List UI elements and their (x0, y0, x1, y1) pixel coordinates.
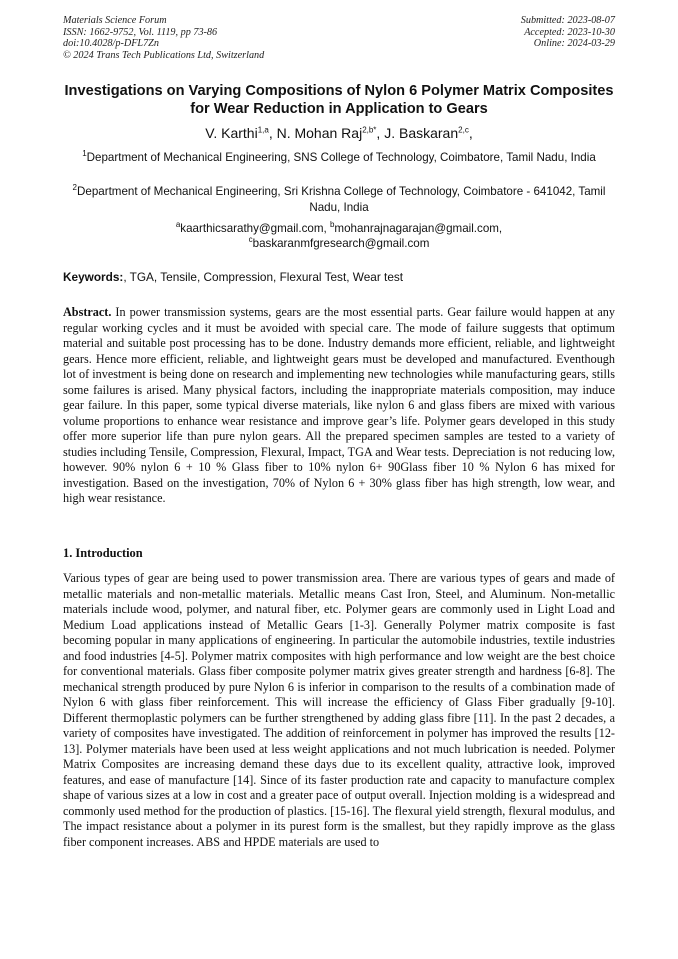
accepted-date: Accepted: 2023-10-30 (524, 26, 615, 38)
journal-issn: ISSN: 1662-9752, Vol. 1119, pp 73-86 (63, 26, 218, 38)
affiliation-text: Department of Mechanical Engineering, SNS College of Technology, Coimbatore, Tamil Nadu, India (86, 151, 596, 164)
journal-info (63, 15, 264, 61)
author-name: J. Baskaran (384, 125, 459, 141)
abstract (63, 305, 615, 507)
affiliation-1 (62, 150, 616, 166)
keywords (63, 270, 615, 285)
email-superscript: c (248, 235, 253, 245)
abstract-text: In power transmission systems, gears are the most essential parts. Gear failure would happen at any regular working cycles and it must be avoided with special care. The mode of failure suggests that optimum material and suitable post processing has to be done. Industry demands more efficient, reliable, and lightweight gears. Hence more efficient, reliable, and lightweight gears must be developed and manufactured. Eventhough lot of investment is being done on research and implementing new technologies while manufacturing gears, stills some failures is arised. Many physical factors, including the inappropriate materials composition, may induce gear failure. In this paper, some typical diverse materials, like nylon 6 and glass fibers are mixed with various volume proportions to enhance wear resistance and improve gear’s life. Polymer gears developed in this study offer more superior life than pure nylon gears. All the prepared specimen samples are tested to a variety of studies including Tensile, Compression, Flexural, Impact, TGA and Wear tests. Depreciation is not reducing low, however. 90% nylon 6 + 10 % Glass fiber to 10% nylon 6+ 90Glass fiber 10 % Nylon 6 has mixed for investigation. Based on the investigation, 70% of Nylon 6 + 30% glass fiber has high strength, low wear, and high wear resistance. (63, 305, 615, 505)
section-heading: 1. Introduction (63, 546, 143, 560)
affiliation-superscript: 2 (72, 183, 77, 193)
email-superscript: a (175, 220, 181, 230)
paper-title: Investigations on Varying Compositions of Nylon 6 Polymer Matrix Composites for Wear Reduction in Application to Gears (64, 83, 614, 117)
email-link[interactable]: kaarthicsarathy@gmail.com, (180, 222, 327, 235)
author-superscript: 2,c (458, 125, 469, 135)
email-link[interactable]: mohanrajnagarajan@gmail.com, (334, 222, 503, 235)
submitted-date: Submitted: 2023-08-07 (520, 15, 615, 26)
introduction-paragraph: Various types of gear are being used to power transmission area. There are various types of gears and made of metallic materials and non-metallic materials. Metallic means Cast Iron, Steel, and Aluminum. Non-metallic materials include wood, polymer, and natural fiber, etc. Polymer gears are commonly used in Light Load and Medium Load applications instead of Metallic Gears [1-3]. Generally Polymer matrix composite is fast becoming popular in many applications of engineering. In particular the automobile industries, textile industries and food industries [4-5]. Polymer matrix composites with high performance and low weight are the best choice for conventional materials. Glass fiber composite polymer matrix gives greater strength and hardness [6-8]. The mechanical strength produced by pure Nylon 6 is inferior in comparison to the results of a combination made of Nylon 6 with glass fiber reinforcement. This will increase the efficiency of Glass Fiber gradually [9-10]. Different thermoplastic polymers can be further strengthened by adding glass fibre [11]. In the past 2 decades, a variety of composites have investigated. The addition of reinforcement in polymer has improved the results [12-13]. Polymer materials have been used at less weight applications and not much lubrication is needed. Polymer Matrix Composites are increasing demand these days due to its excellent quality, attractive look, improved features, and ease of manufacture [14]. Since of its faster production rate and capacity to manufacture complex shape of various sizes at a low in cost and a greater pace of output overall. Injection molding is a widespread and commonly used method for the production of plastics. [15-16]. The flexural yield strength, flexural modulus, and The impact resistance about a polymer in its purest form is the smallest, but they rapidly improve as the glass fiber component increases. ABS and HPDE materials are used to (63, 571, 615, 849)
journal-copyright: © 2024 Trans Tech Publications Ltd, Switzerland (63, 49, 265, 61)
author-superscript: 1,a (257, 125, 269, 135)
affiliation-text: Department of Mechanical Engineering, Sri Krishna College of Technology, Coimbatore - 641042, Tamil Nadu, India (77, 185, 606, 214)
author-name: V. Karthi (205, 125, 258, 141)
affiliation-2 (62, 184, 616, 216)
author-name: N. Mohan Raj (276, 125, 363, 141)
author-list: V. Karthi$^{1,a}$, N. Mohan Raj$^{2,b*}$, J. Baskaran$^{2,c}$, (205, 125, 473, 141)
online-date: Online: 2024-03-29 (533, 38, 615, 49)
abstract-label: Abstract. (63, 305, 112, 319)
email-superscript: b (329, 220, 335, 230)
author-superscript: 2,b* (362, 125, 377, 135)
journal-name: Materials Science Forum (63, 15, 167, 26)
journal-doi: doi:10.4028/p-DFL7Zn (63, 38, 159, 49)
keywords-label: Keywords: (63, 270, 124, 284)
author-emails (60, 221, 618, 251)
keywords-text: , TGA, Tensile, Compression, Flexural Test, Wear test (123, 270, 404, 284)
affiliation-superscript: 1 (82, 149, 87, 159)
submission-dates (521, 15, 615, 50)
email-link[interactable]: baskaranmfgresearch@gmail.com (252, 237, 430, 250)
